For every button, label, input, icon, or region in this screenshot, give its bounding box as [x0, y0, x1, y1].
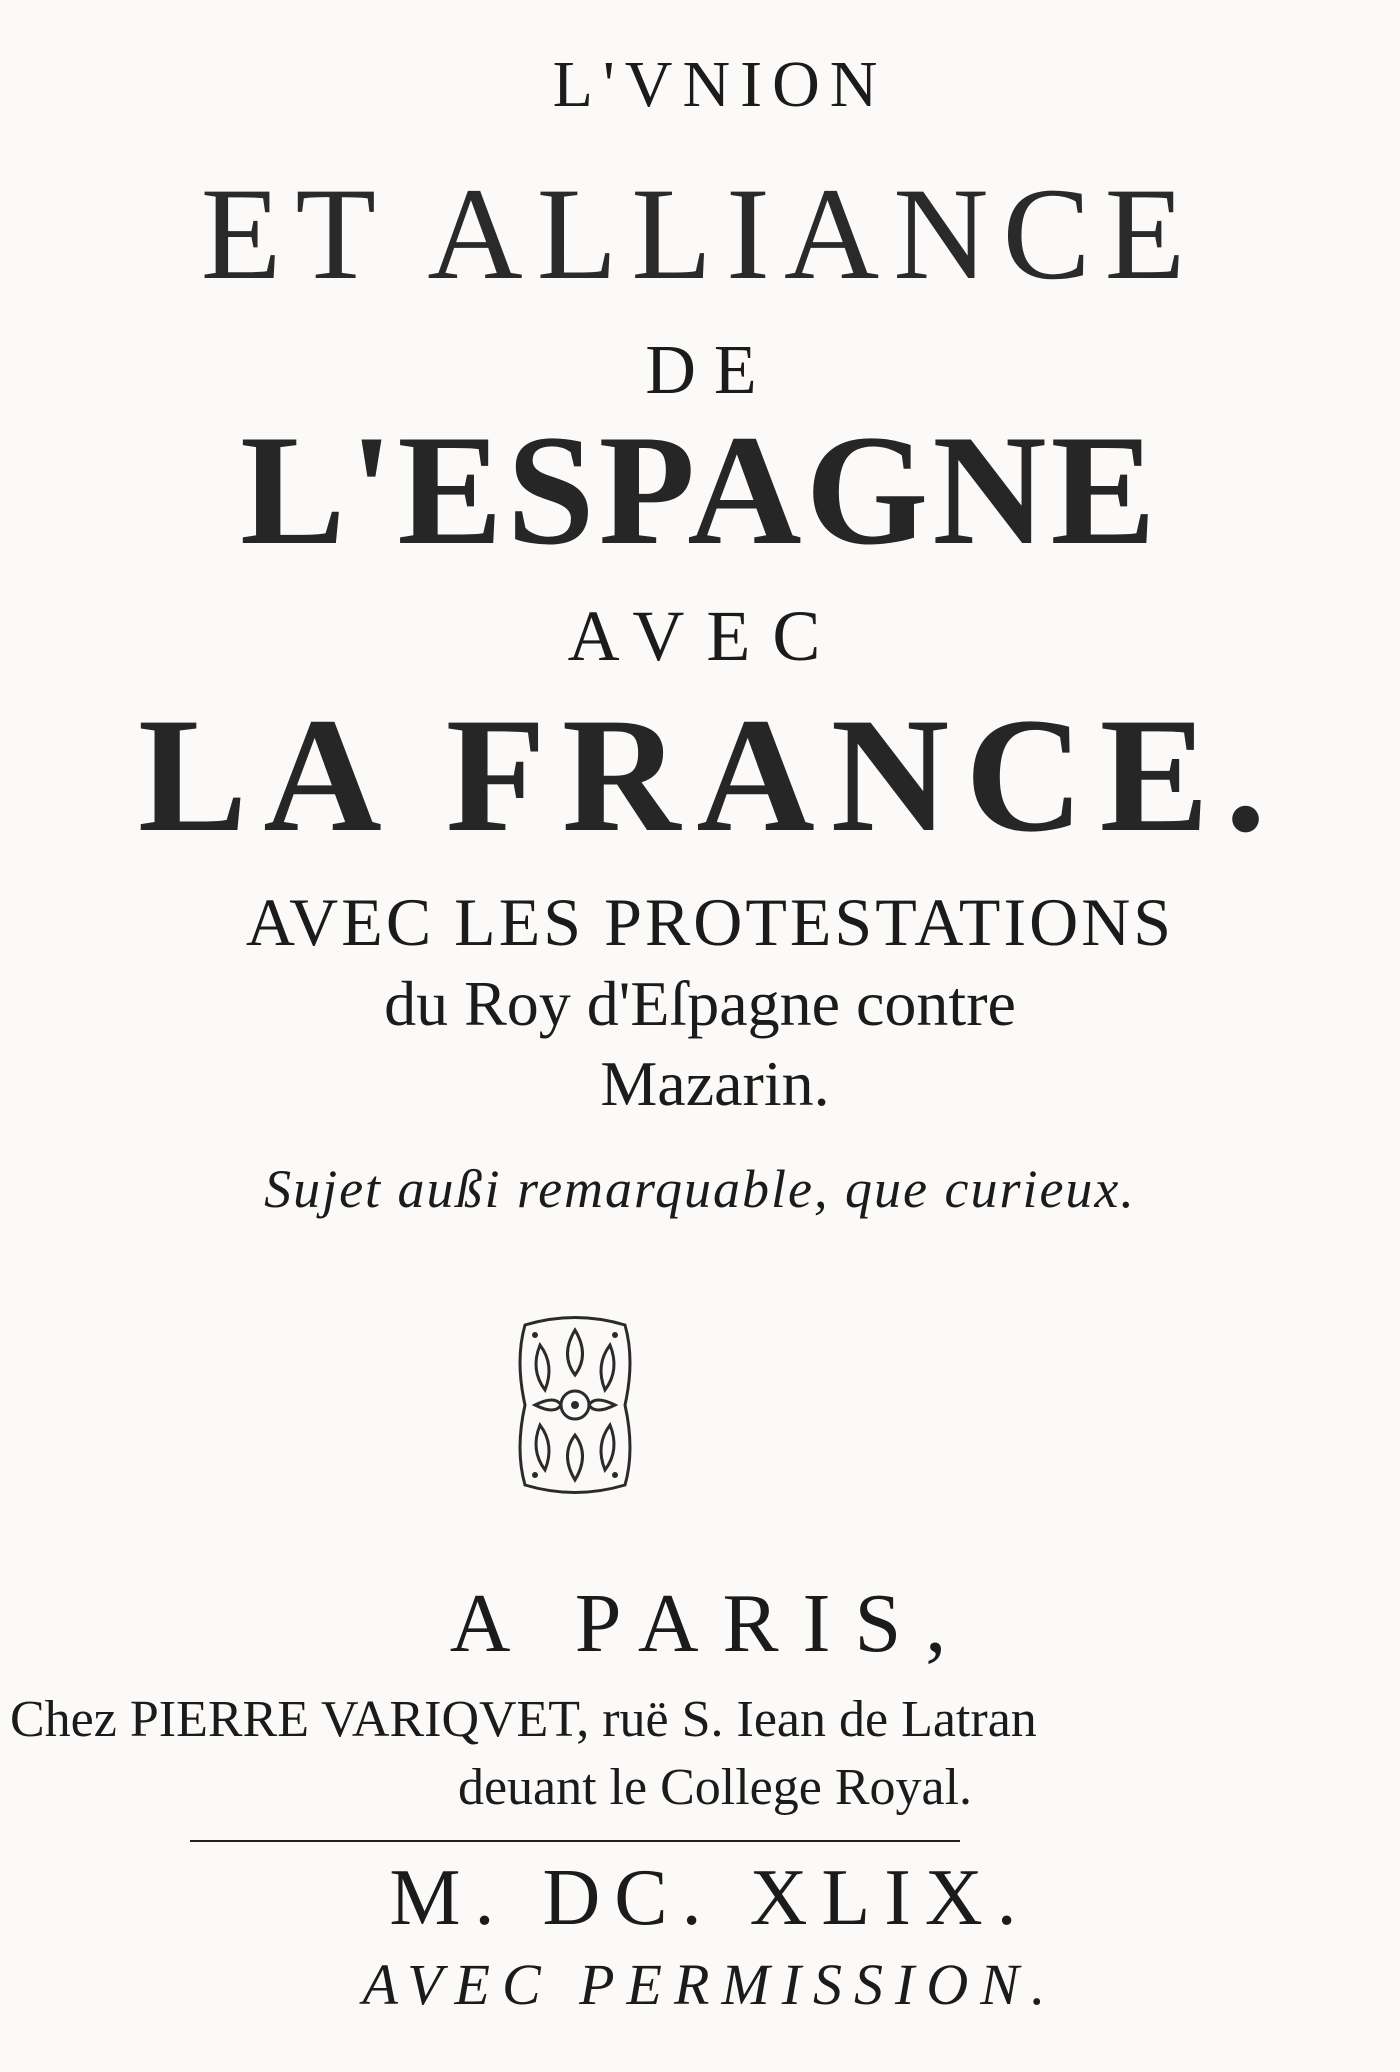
imprint-year: M. DC. XLIX.: [389, 1854, 1031, 1942]
subtitle-line-2: du Roy d'Eſpagne contre: [384, 968, 1016, 1039]
title-line-4: L'ESPAGNE: [240, 403, 1160, 578]
title-line-2: ET ALLIANCE: [200, 160, 1200, 307]
subtitle-line-1: AVEC LES PROTESTATIONS: [245, 884, 1175, 960]
printers-ornament-icon: [505, 1315, 645, 1495]
imprint-permission: AVEC PERMISSION.: [362, 1952, 1058, 2017]
imprint-publisher: Chez PIERRE VARIQVET, ruë S. Iean de Latran: [10, 1691, 1037, 1748]
title-line-5: AVEC: [567, 596, 843, 676]
title-line-1: L'VNION: [552, 48, 888, 121]
title-line-6: LA FRANCE.: [137, 685, 1283, 866]
title-line-3: DE: [645, 332, 775, 409]
motto: Sujet außi remarquable, que curieux.: [264, 1159, 1136, 1219]
imprint-city: A PARIS,: [449, 1577, 971, 1670]
divider-rule: [190, 1840, 960, 1842]
subtitle-line-3: Mazarin.: [600, 1048, 830, 1119]
imprint-address: deuant le College Royal.: [457, 1759, 973, 1816]
